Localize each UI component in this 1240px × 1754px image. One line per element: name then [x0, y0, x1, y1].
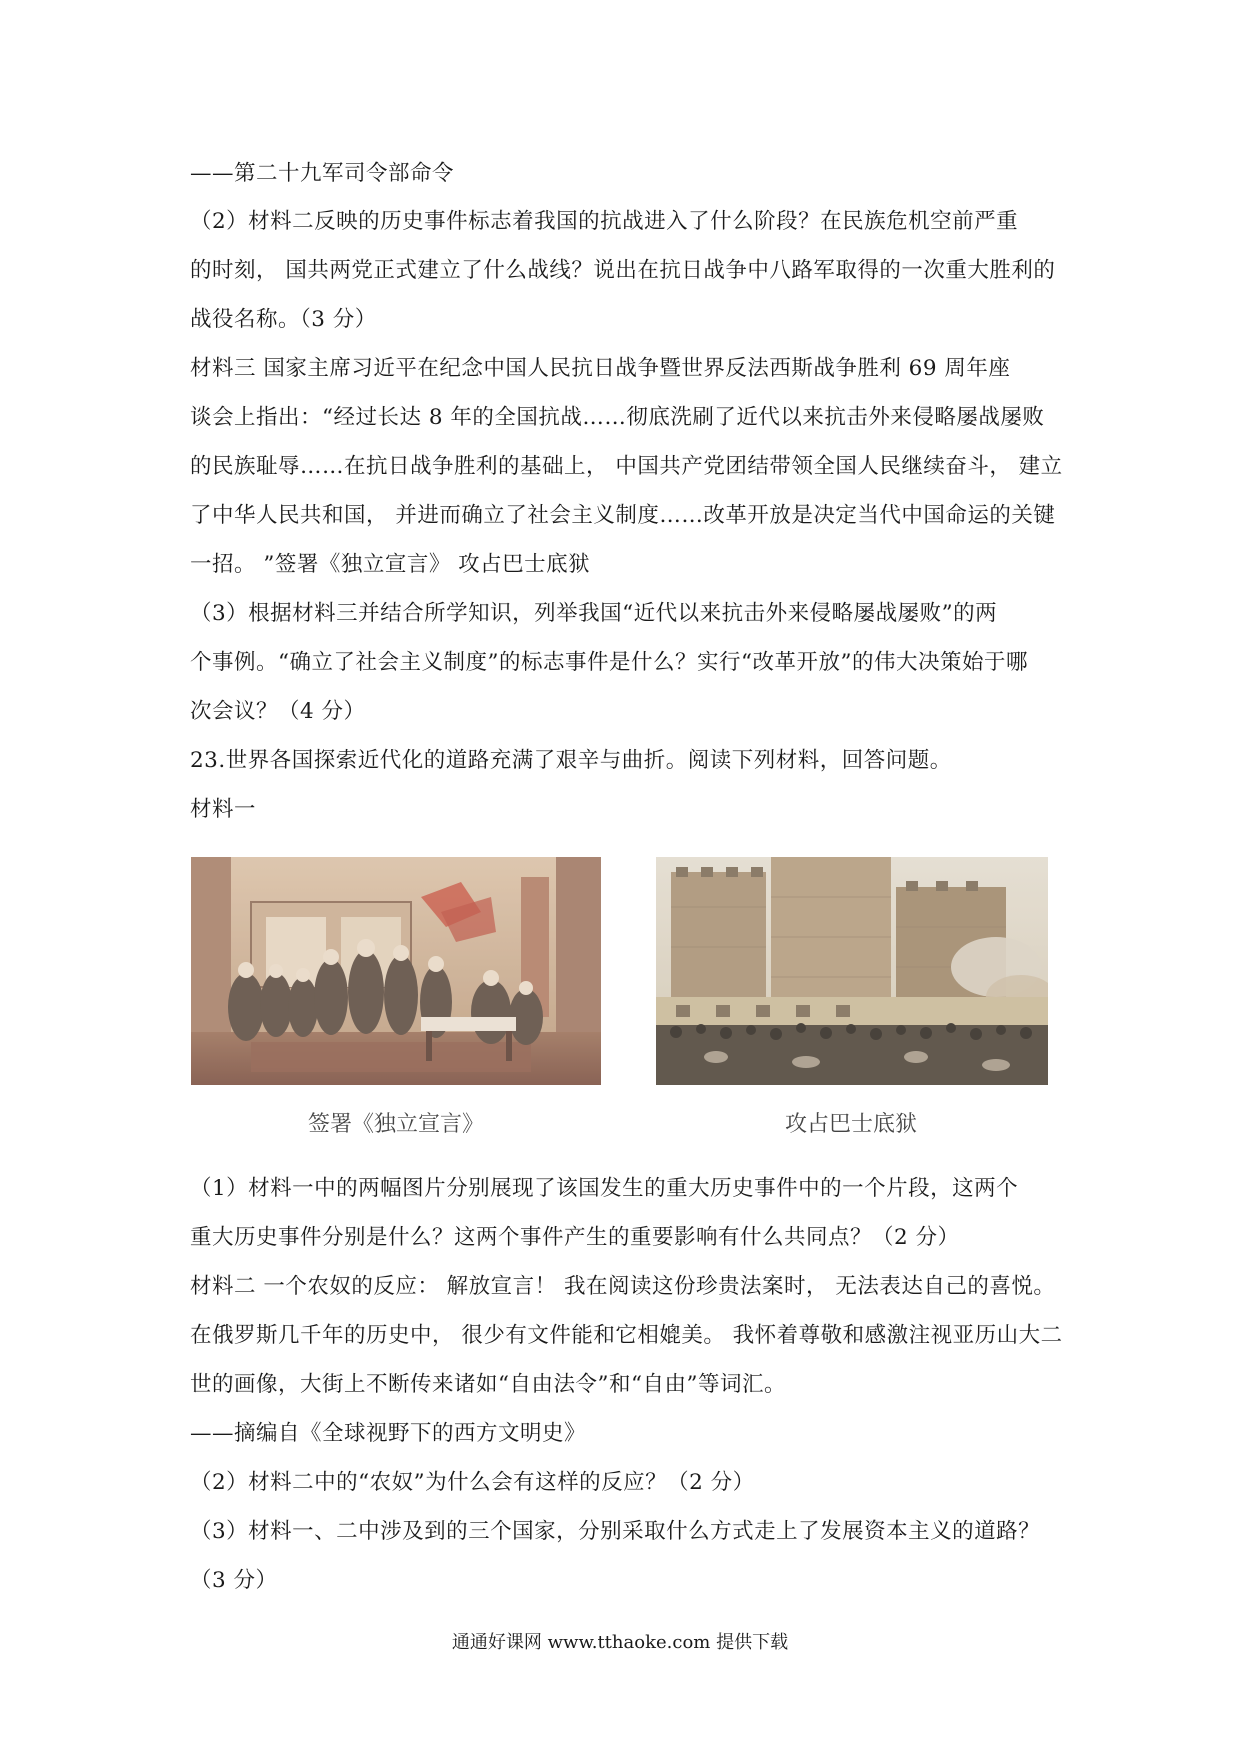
text-line-5: 材料三 国家主席习近平在纪念中国人民抗日战争暨世界反法西斯战争胜利 69 周年座: [190, 356, 1011, 381]
page-footer: 通通好课网 www.tthaoke.com 提供下载: [451, 1632, 789, 1653]
text-line-21: （2）材料二中的“农奴”为什么会有这样的反应？（2 分）: [190, 1470, 755, 1495]
text-line-2: （2）材料二反映的历史事件标志着我国的抗战进入了什么阶段？在民族危机空前严重: [190, 209, 1019, 234]
text-line-6: 谈会上指出：“经过长达 8 年的全国抗战……彻底洗刷了近代以来抗击外来侵略屡战屡败: [190, 405, 1045, 430]
text-line-22: （3）材料一、二中涉及到的三个国家，分别采取什么方式走上了发展资本主义的道路？: [190, 1519, 1041, 1544]
text-line-17: 材料二 一个农奴的反应： 解放宣言！ 我在阅读这份珍贵法案时， 无法表达自己的喜悦。: [190, 1274, 1056, 1299]
text-line-1: ——第二十九军司令部命令: [190, 161, 455, 186]
text-line-8: 了中华人民共和国， 并进而确立了社会主义制度……改革开放是决定当代中国命运的关键: [190, 503, 1056, 528]
text-line-15: （1）材料一中的两幅图片分别展现了该国发生的重大历史事件中的一个片段，这两个: [190, 1176, 1019, 1201]
text-line-14: 材料一: [190, 797, 257, 822]
painting-declaration-signing: [191, 857, 601, 1085]
text-line-4: 战役名称。（3 分）: [190, 307, 377, 332]
text-line-10: （3）根据材料三并结合所学知识，列举我国“近代以来抗击外来侵略屡战屡败”的两: [190, 601, 998, 626]
text-line-12: 次会议？（4 分）: [190, 699, 366, 724]
text-line-16: 重大历史事件分别是什么？这两个事件产生的重要影响有什么共同点？（2 分）: [190, 1225, 960, 1250]
text-line-7: 的民族耻辱……在抗日战争胜利的基础上， 中国共产党团结带领全国人民继续奋斗， 建立: [190, 454, 1063, 479]
painting-storming-bastille: [656, 857, 1048, 1085]
text-line-3: 的时刻， 国共两党正式建立了什么战线？说出在抗日战争中八路军取得的一次重大胜利的: [190, 258, 1056, 283]
text-line-9: 一招。 ”签署《独立宣言》 攻占巴士底狱: [190, 552, 591, 577]
text-line-13: 23.世界各国探索近代化的道路充满了艰辛与曲折。阅读下列材料，回答问题。: [190, 748, 952, 773]
caption-declaration: 签署《独立宣言》: [307, 1112, 484, 1137]
text-line-19: 世的画像，大街上不断传来诸如“自由法令”和“自由”等词汇。: [190, 1372, 786, 1397]
text-line-11: 个事例。“确立了社会主义制度”的标志事件是什么？实行“改革开放”的伟大决策始于哪: [190, 650, 1028, 675]
text-line-23: （3 分）: [190, 1568, 278, 1593]
caption-bastille: 攻占巴士底狱: [784, 1112, 917, 1137]
text-line-20: ——摘编自《全球视野下的西方文明史》: [190, 1421, 587, 1446]
text-line-18: 在俄罗斯几千年的历史中， 很少有文件能和它相媲美。 我怀着尊敬和感激注视亚历山大二: [190, 1323, 1063, 1348]
